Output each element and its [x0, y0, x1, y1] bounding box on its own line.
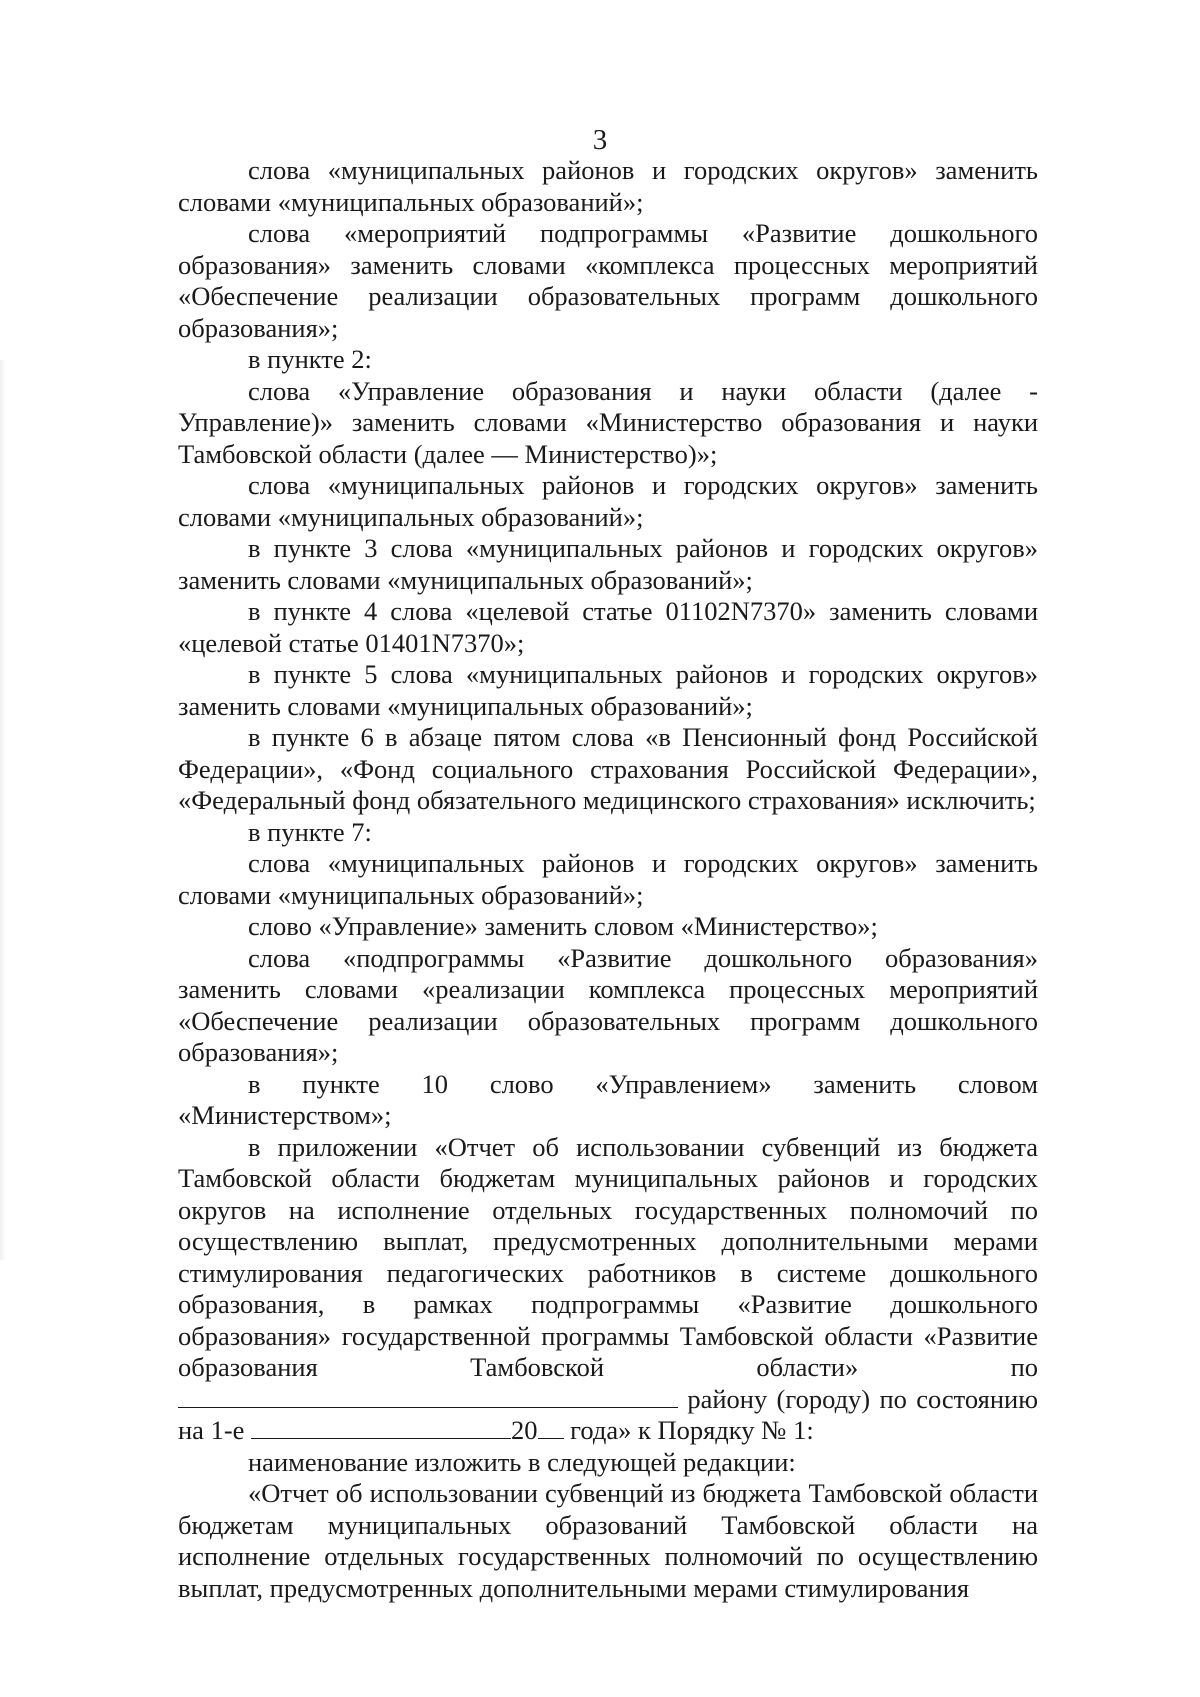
- paragraph: в пункте 7:: [248, 816, 372, 847]
- paragraph: слова «подпрограммы «Развитие дошкольного образования» заменить словами «реализации комплекса процессных мероприятий «Обеспечение реализации образовательных программ дошкольного образования»;: [178, 942, 1038, 1067]
- paragraph: в пункте 2:: [248, 344, 372, 374]
- document-body: [178, 155, 1038, 1604]
- page-number: 3: [592, 124, 608, 156]
- annex-text-part3: 20: [511, 1415, 538, 1445]
- paragraph: в пункте 10 слово «Управлением» заменить словом «Министерством»;: [178, 1068, 1038, 1130]
- paragraph: «Отчет об использовании субвенций из бюджета Тамбовской области бюджетам муниципальных образований Тамбовской области на исполнение отдельных государственных полномочий по осуществлению выплат, предусмотренных дополнительными мерами стимулирования: [178, 1478, 1038, 1603]
- district-blank-line: [178, 1385, 678, 1408]
- paragraph: в пункте 3 слова «муниципальных районов и городских округов» заменить словами «муниципальных образований»;: [178, 533, 1038, 595]
- paragraph: слова «мероприятий подпрограммы «Развитие дошкольного образования» заменить словами «комплекса процессных мероприятий «Обеспечение реализации образовательных программ дошкольного образования»;: [178, 218, 1038, 343]
- paragraph: в пункте 4 слова «целевой статье 01102N7370» заменить словами «целевой статье 01401N7370»;: [178, 596, 1038, 658]
- date-blank-line: [251, 1416, 511, 1439]
- paragraph: наименование изложить в следующей редакции:: [248, 1446, 796, 1477]
- annex-text-part4: года» к Порядку № 1:: [570, 1415, 814, 1445]
- paragraph: в пункте 6 в абзаце пятом слова «в Пенсионный фонд Российской Федерации», «Фонд социального страхования Российской Федерации», «Федеральный фонд обязательного медицинского страхования» исключить;: [178, 722, 1038, 815]
- paragraph: слова «муниципальных районов и городских округов» заменить словами «муниципальных образований»;: [178, 848, 1038, 910]
- year-blank-line: [538, 1416, 564, 1439]
- paragraph: слово «Управление» заменить словом «Министерство»;: [248, 911, 878, 941]
- paragraph: слова «Управление образования и науки области (далее - Управление)» заменить словами «Министерство образования и науки Тамбовской области (далее — Министерство)»;: [178, 375, 1038, 469]
- paragraph: слова «муниципальных районов и городских округов» заменить словами «муниципальных образований»;: [178, 155, 1038, 217]
- annex-paragraph: [178, 1132, 1038, 1447]
- paragraph: в пункте 5 слова «муниципальных районов и городских округов» заменить словами «муниципальных образований»;: [178, 659, 1038, 721]
- annex-text-part1: в приложении «Отчет об использовании субвенций из бюджета Тамбовской области бюджетам муниципальных районов и городских округов на исполнение отдельных государственных полномочий по осуществлению выплат, предусмотренных дополнительными мерами стимулирования педагогических работников в системе дошкольного образования, в рамках подпрограммы «Развитие дошкольного образования» государственной программы Тамбовской области «Развитие образования Тамбовской области» по: [178, 1131, 1038, 1382]
- paragraph: слова «муниципальных районов и городских округов» заменить словами «муниципальных образований»;: [178, 470, 1038, 532]
- scan-shadow-edge: [0, 360, 6, 1260]
- annex-text-part2: району (городу) по состоянию на 1-е: [178, 1383, 1038, 1445]
